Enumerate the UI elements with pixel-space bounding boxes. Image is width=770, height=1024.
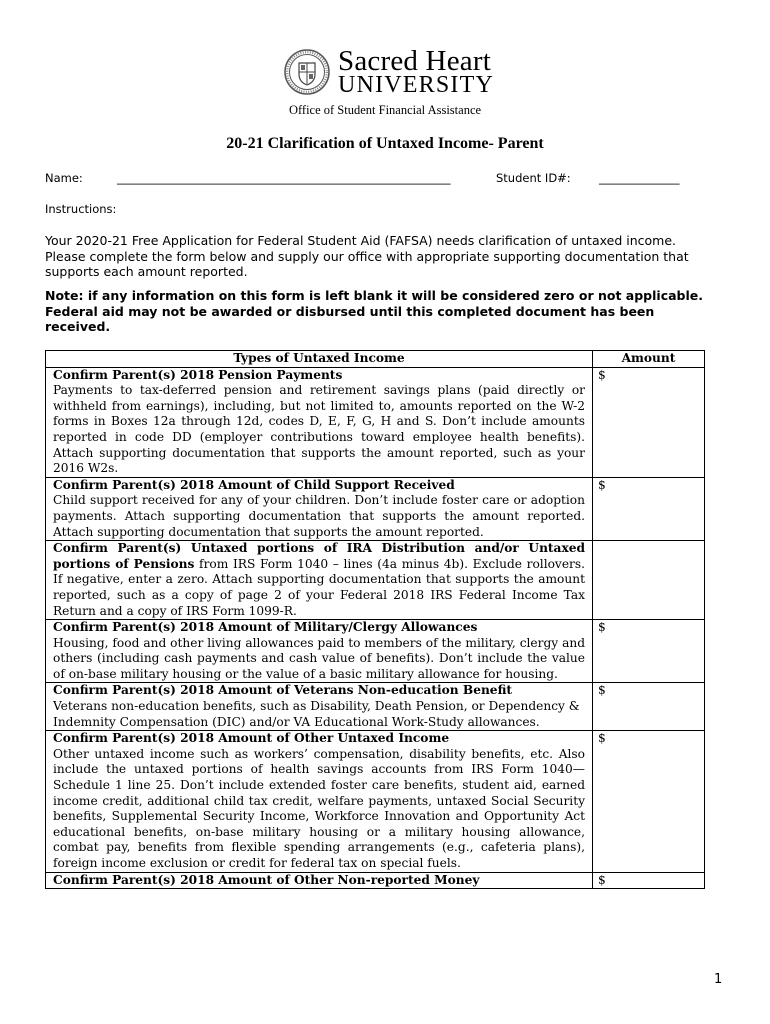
row-title: Confirm Parent(s) 2018 Pension Payments [53,367,343,382]
amount-field[interactable]: $ [593,872,705,889]
row-body: Housing, food and other living allowances paid to members of the military, clergy and others (including cash payments and cash value of benefits). Don’t include the value of on-base military housing or the value of a basic military allowance for housing. [53,635,585,681]
form-title: 20-21 Clarification of Untaxed Income- Parent [226,135,544,152]
logo-name: Sacred Heart [338,45,491,77]
intro-paragraph: Your 2020-21 Free Application for Federal Student Aid (FAFSA) needs clarification of untaxed income. Please complete the form below and supply our office with appropriate supporting documentation that supports each amount reported. [45,233,689,279]
table-row [46,683,705,731]
table-row [46,872,705,889]
row-body: Other untaxed income such as workers’ compensation, disability benefits, etc. Also include the untaxed portions of health savings accounts from IRS Form 1040—Schedule 1 line 25. Don’t include extended foster care benefits, student aid, earned income credit, additional child tax credit, welfare payments, untaxed Social Security benefits, Supplemental Security Income, Workforce Innovation and Opportunity Act educational benefits, on-base military housing or a military housing allowance, combat pay, benefits from flexible spending arrangements (e.g., cafeteria plans), foreign income exclusion or credit for federal tax on special fuels. [53,746,585,870]
note-paragraph: Note: if any information on this form is left blank it will be considered zero or not applicable. Federal aid may not be awarded or disbursed until this completed document has been received. [45,288,703,334]
row-body: Child support received for any of your children. Don’t include foster care or adoption payments. Attach supporting documentation that supports the amount reported. Attach supporting documentation that supports the amount reported. [53,493,585,539]
untaxed-income-table [45,350,705,889]
row-description [46,872,593,889]
instructions-label: Instructions: [45,202,117,216]
row-body: from IRS Form 1040 – lines (4a minus 4b). Exclude rollovers. If negative, enter a zero. Attach supporting documentation that supports the amount reported, such as a copy of page 2 of your Federal 2018 IRS Federal Income Tax Return and a copy of IRS Form 1099-R. [53,556,585,618]
table-row [46,477,705,540]
row-description [46,541,593,620]
university-seal-icon [284,49,330,95]
student-id-label: Student ID#: [496,171,571,185]
row-body: Payments to tax-deferred pension and retirement savings plans (paid directly or withheld from earnings), including, but not limited to, amounts reported on the W-2 forms in Boxes 12a through 12d, codes D, E, F, G, H and S. Don’t include amounts reported in code DD (employer contributions toward employee health benefits). Attach supporting documentation that supports the amount reported, such as your 2016 W2s. [53,383,585,476]
column-header-amount: Amount [593,351,705,368]
logo-university: UNIVERSITY [338,72,494,98]
row-description [46,367,593,477]
row-title: Confirm Parent(s) 2018 Amount of Other Untaxed Income [53,731,450,746]
row-body: Veterans non-education benefits, such as Disability, Death Pension, or Dependency & Indemnity Compensation (DIC) and/or VA Educational Work-Study allowances. [53,699,580,729]
page-number: 1 [714,972,723,987]
amount-field[interactable]: $ [593,731,705,872]
row-title: Confirm Parent(s) 2018 Amount of Veterans Non-education Benefit [53,683,513,698]
amount-field[interactable]: $ [593,620,705,683]
row-title: Confirm Parent(s) Untaxed portions of IRA Distribution and/or Untaxed portions of Pensions [53,541,585,571]
column-header-types: Types of Untaxed Income [46,351,593,368]
table-row [46,731,705,872]
amount-field[interactable] [593,541,705,620]
amount-field[interactable]: $ [593,477,705,540]
row-title: Confirm Parent(s) 2018 Amount of Military/Clergy Allowances [53,620,478,635]
table-row [46,367,705,477]
amount-field[interactable]: $ [593,683,705,731]
student-info-row [45,171,695,187]
name-label: Name: [45,171,83,185]
row-description [46,477,593,540]
row-description [46,620,593,683]
student-id-field[interactable]: ______________ [599,171,680,185]
row-description [46,731,593,872]
office-name: Office of Student Financial Assistance [288,103,482,117]
amount-field[interactable]: $ [593,367,705,477]
row-title: Confirm Parent(s) 2018 Amount of Child Support Received [53,477,455,492]
row-description [46,683,593,731]
table-row [46,620,705,683]
name-field[interactable]: __________________________________________________________ [117,171,451,185]
row-title: Confirm Parent(s) 2018 Amount of Other Non-reported Money [53,872,480,887]
table-header-row [46,351,705,368]
table-row [46,541,705,620]
university-logo [284,45,494,98]
